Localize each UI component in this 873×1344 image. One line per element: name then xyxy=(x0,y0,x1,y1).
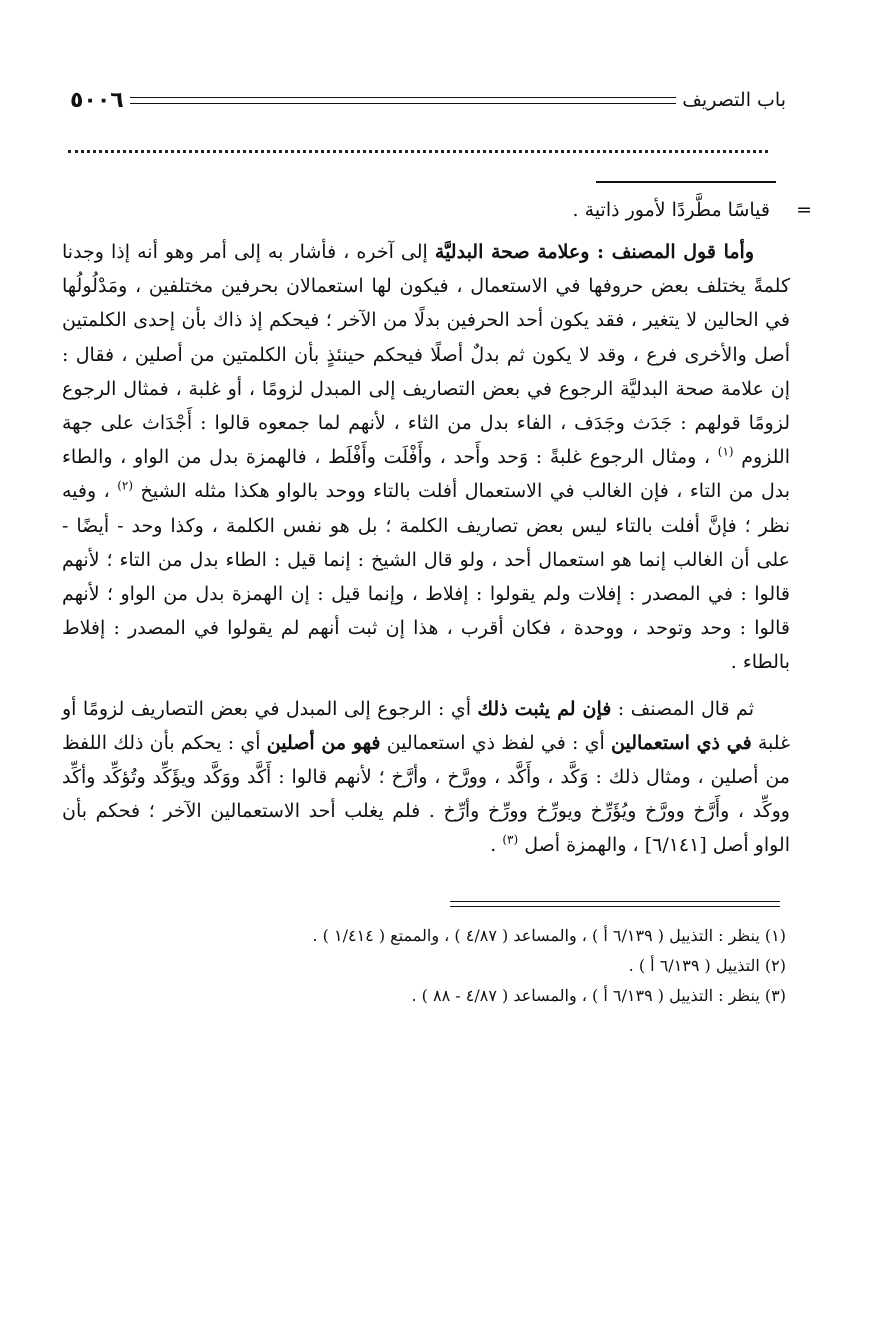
book-page xyxy=(62,80,812,1011)
paragraph-1-text-2: ، ومثال الرجوع غلبةً : وَحد وأَحد ، وأَفْلَت وأَفْلَط ، فالهمزة بدل من الواو ، والطاء بدل من التاء ، فإن الغالب في الاستعمال أفلت بالتاء ووحد بالواو هكذا مثله الشيخ xyxy=(62,446,791,503)
carryover-line xyxy=(62,193,812,227)
running-head xyxy=(62,80,790,120)
paragraph-2-bold-3: فهو من أصلين xyxy=(266,731,381,754)
footnote-rule xyxy=(450,901,780,907)
paragraph-2-text-2: أي : الرجوع إلى المبدل في بعض التصاريف لزومًا أو غلبة xyxy=(62,697,791,754)
carryover-text: قياسًا مطَّردًا لأمور ذاتية . xyxy=(572,199,770,221)
footnote-2: (٢) التذييل ( ٦/١٣٩ أ ) . xyxy=(628,955,786,975)
footnote-ref-3[interactable]: (٣) xyxy=(502,833,519,848)
paragraph-2-text-5: . xyxy=(490,834,503,857)
paragraph-1-text: إلى آخره ، فأشار به إلى أمر وهو أنه إذا وجدنا كلمةً يختلف بعض حروفها في الاستعمال ، فيكون لها استعمالان بحرفين مختلفين ، ومَدْلُولُها في الحالين لا يتغير ، فقد يكون أحد الحرفين بدلًا من الآخر ؛ فيحكم إذ ذاك بأن إحدى الكلمتين أصل والأخرى فرع ، وقد لا يكون ثم بدلٌ أصلًا فيحكم حينئذٍ بأن الكلمتين من أصلين ، فقال : إن علامة صحة البدليَّة الرجوع في بعض التصاريف إلى المبدل لزومًا ، أو غلبة ، فمثال الرجوع لزومًا قولهم : جَدَث وجَدَف ، الفاء بدل من الثاء ، لأنهم لما جمعوه قالوا : أَجْدَاث على جهة اللزوم xyxy=(62,241,790,469)
footnote-ref-2[interactable]: (٢) xyxy=(117,479,134,494)
chapter-title: باب التصريف xyxy=(682,89,786,111)
footnote-ref-1[interactable]: (١) xyxy=(717,444,734,459)
paragraph-2 xyxy=(62,692,790,863)
section-rule xyxy=(596,181,776,183)
footnote-1: (١) ينظر : التذييل ( ٦/١٣٩ أ ) ، والمساعد ( ٤/٨٧ ) ، والممتع ( ١/٤١٤ ) . xyxy=(312,925,786,945)
paragraph-2-text-1: ثم قال المصنف : xyxy=(611,697,754,720)
continuation-mark: = xyxy=(796,199,812,221)
paragraph-1-lead: وأما قول المصنف : وعلامة صحة البدليَّة xyxy=(434,241,754,263)
paragraph-1 xyxy=(62,235,790,680)
paragraph-2-bold-2: في ذي استعمالين xyxy=(611,731,752,754)
page-number: ٥٠٠٦ xyxy=(70,87,124,113)
paragraph-2-text-3: أي : في لفظ ذي استعمالين xyxy=(380,731,611,754)
paragraph-1-text-3: ، وفيه نظر ؛ فإنَّ أفلت بالتاء ليس بعض تصاريف الكلمة ؛ بل هو نفس الكلمة ، وكذا وحد - أيضًا - على أن الغالب إنما هو استعمال أحد ، ولو قال الشيخ : إنما قيل : الطاء بدل من التاء ؛ لأنهم قالوا : في المصدر : إفلات ولم يقولوا : إفلاط ، وإنما قيل : إن الهمزة بدل من الواو ؛ لأنهم قالوا : وحد وتوحد ، ووحدة ، فكان أقرب ، هذا إن ثبت أنهم لم يقولوا في المصدر : إفلاط بالطاء . xyxy=(62,480,790,674)
header-double-rule xyxy=(130,97,677,104)
paragraph-2-text-4: أي : يحكم بأن ذلك اللفظ من أصلين ، ومثال ذلك : وَكَّد ، وأَكَّد ، وورَّخ ، وأرَّخ ؛ لأنهم قالوا : أَكَّد ووَكَّد ويؤَكِّد وتُؤكِّد وأكِّد ووكِّد ، وأَرَّخ وورَّخ ويُؤَرِّخ ويورِّخ وورِّخ وأرِّخ . فلم يغلب أحد الاستعمالين الآخر ؛ فحكم بأن الواو أصل [٦/١٤١] ، والهمزة أصل xyxy=(62,731,790,857)
dotted-separator xyxy=(68,150,768,153)
footnote-3: (٣) ينظر : التذييل ( ٦/١٣٩ أ ) ، والمساعد ( ٤/٨٧ - ٨٨ ) . xyxy=(411,985,786,1005)
footnotes xyxy=(62,921,790,1011)
paragraph-2-bold-1: فإن لم يثبت ذلك xyxy=(477,697,612,720)
